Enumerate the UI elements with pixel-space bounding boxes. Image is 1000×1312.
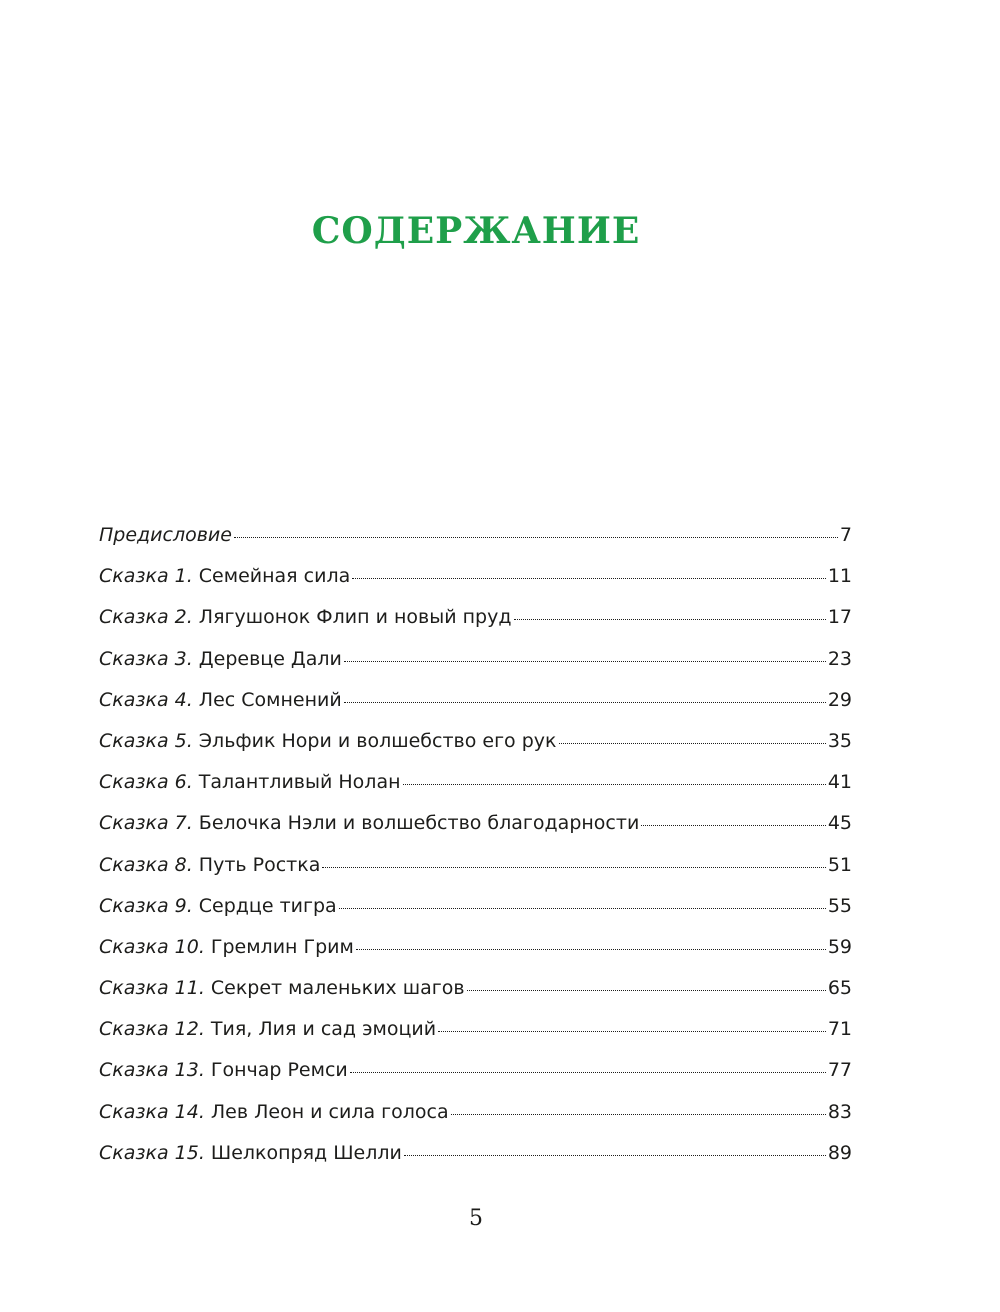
toc-entry-label: Сказка 15. <box>99 1141 205 1164</box>
toc-page-number: 65 <box>827 977 852 1000</box>
toc-entry-title: Тия, Лия и сад эмоций <box>210 1018 437 1041</box>
dot-leader <box>559 743 826 744</box>
toc-entry-label: Сказка 8. <box>99 853 193 876</box>
toc-entry-label: Сказка 13. <box>99 1059 205 1082</box>
toc-entry <box>99 1018 852 1059</box>
toc-entry <box>99 730 852 771</box>
toc-entry-title: Секрет маленьких шагов <box>210 977 465 1000</box>
toc-entry <box>99 771 852 812</box>
toc-entry-title: Путь Ростка <box>198 853 321 876</box>
dot-leader <box>404 1155 826 1156</box>
toc-entry-label: Сказка 14. <box>99 1100 205 1123</box>
toc-entry-preface <box>99 524 852 565</box>
toc-entry-label: Сказка 12. <box>99 1018 205 1041</box>
toc-entry-title: Лев Леон и сила голоса <box>210 1100 449 1123</box>
dot-leader <box>344 702 826 703</box>
dot-leader <box>467 990 826 991</box>
toc-page-number: 41 <box>827 771 852 794</box>
toc-entry-label: Сказка 5. <box>99 729 193 752</box>
toc-entry <box>99 895 852 936</box>
toc-entry-title: Гончар Ремси <box>210 1059 348 1082</box>
toc-entry-label: Сказка 10. <box>99 935 205 958</box>
dot-leader <box>234 537 838 538</box>
toc-page-number: 71 <box>827 1018 852 1041</box>
toc-entry-title: Деревце Дали <box>198 647 342 670</box>
dot-leader <box>403 784 826 785</box>
toc-entry <box>99 1059 852 1100</box>
toc-entry-label: Сказка 11. <box>99 977 205 1000</box>
dot-leader <box>350 1072 826 1073</box>
toc-entry-label: Предисловие <box>99 524 232 546</box>
toc-entry-title: Шелкопряд Шелли <box>210 1141 402 1164</box>
toc-entry <box>99 812 852 853</box>
dot-leader <box>451 1114 826 1115</box>
toc-entry <box>99 977 852 1018</box>
toc-entry <box>99 1101 852 1142</box>
dot-leader <box>344 661 826 662</box>
dot-leader <box>514 619 826 620</box>
toc-entry-title: Лягушонок Флип и новый пруд <box>198 606 512 629</box>
toc-entry-title: Семейная сила <box>198 565 351 588</box>
page-number: 5 <box>469 1206 483 1231</box>
page-title: СОДЕРЖАНИЕ <box>311 210 641 253</box>
toc-page-number: 83 <box>827 1100 852 1123</box>
toc-page-number: 7 <box>839 524 852 546</box>
dot-leader <box>339 908 826 909</box>
toc-entry-label: Сказка 7. <box>99 812 193 835</box>
dot-leader <box>438 1031 826 1032</box>
toc-entry <box>99 689 852 730</box>
toc-page-number: 35 <box>827 729 852 752</box>
dot-leader <box>352 578 826 579</box>
toc-entry-title: Белочка Нэли и волшебство благодарности <box>198 812 640 835</box>
dot-leader <box>356 949 826 950</box>
toc-entry-label: Сказка 6. <box>99 771 193 794</box>
dot-leader <box>322 867 825 868</box>
toc-entry-title: Гремлин Грим <box>210 935 354 958</box>
toc-entry-title: Лес Сомнений <box>198 688 342 711</box>
toc-page-number: 45 <box>827 812 852 835</box>
toc-entry-label: Сказка 2. <box>99 606 193 629</box>
toc-page-number: 59 <box>827 935 852 958</box>
table-of-contents <box>99 524 852 1183</box>
toc-page-number: 17 <box>827 606 852 629</box>
toc-page-number: 89 <box>827 1141 852 1164</box>
toc-entry <box>99 854 852 895</box>
toc-entry-label: Сказка 9. <box>99 894 193 917</box>
dot-leader <box>641 825 826 826</box>
toc-page-number: 23 <box>827 647 852 670</box>
toc-entry <box>99 936 852 977</box>
toc-entry-label: Сказка 3. <box>99 647 193 670</box>
toc-entry <box>99 1142 852 1183</box>
toc-entry-title: Талантливый Нолан <box>198 771 401 794</box>
toc-page-number: 51 <box>827 853 852 876</box>
toc-entry-label: Сказка 1. <box>99 565 193 588</box>
toc-page-number: 11 <box>827 565 852 588</box>
toc-entry-title: Сердце тигра <box>198 894 337 917</box>
toc-entry <box>99 565 852 606</box>
toc-entry <box>99 648 852 689</box>
toc-entry <box>99 606 852 647</box>
toc-entry-title: Эльфик Нори и волшебство его рук <box>198 729 557 752</box>
toc-page-number: 77 <box>827 1059 852 1082</box>
toc-entry-label: Сказка 4. <box>99 688 193 711</box>
toc-page-number: 29 <box>827 688 852 711</box>
toc-page-number: 55 <box>827 894 852 917</box>
